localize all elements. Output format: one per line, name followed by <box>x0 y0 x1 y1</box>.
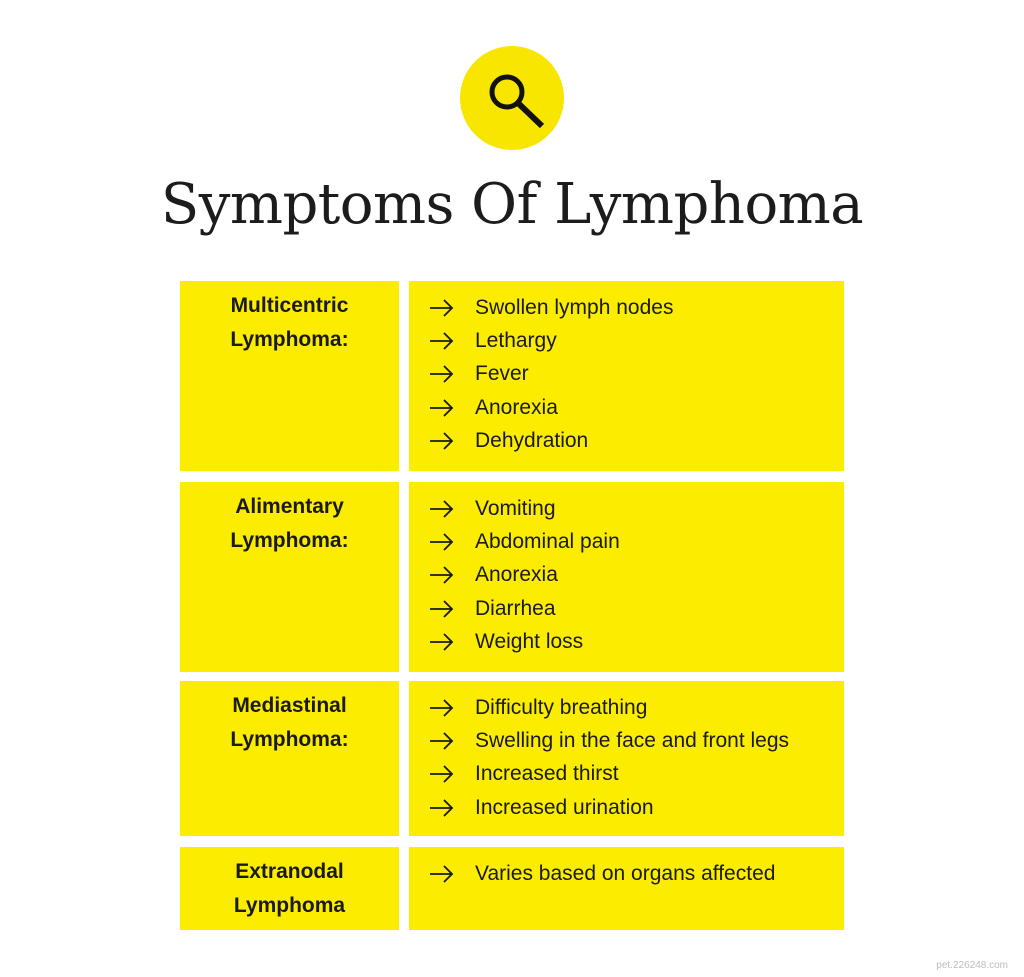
table-row-alimentary <box>180 482 844 672</box>
table-row-mediastinal <box>180 681 844 836</box>
lymphoma-type-line1: Alimentary <box>235 495 344 518</box>
symptoms-cell <box>409 681 844 836</box>
symptom-text: Difficulty breathing <box>475 695 648 719</box>
arrow-right-icon <box>429 599 455 619</box>
symptom-text: Swollen lymph nodes <box>475 295 674 319</box>
lymphoma-type-line2: Lymphoma <box>233 894 346 917</box>
page-title: Symptoms Of Lymphoma <box>160 172 864 237</box>
symptom-text: Weight loss <box>475 630 584 654</box>
symptom-text: Diarrhea <box>475 596 556 620</box>
arrow-right-icon <box>429 331 455 351</box>
table-row-extranodal <box>180 847 844 930</box>
list-item <box>409 559 844 592</box>
symptoms-cell <box>409 847 844 930</box>
arrow-right-icon <box>429 431 455 451</box>
arrow-right-icon <box>429 565 455 585</box>
table-row-multicentric <box>180 281 844 471</box>
arrow-right-icon <box>429 398 455 418</box>
list-item <box>409 425 844 458</box>
symptom-text: Dehydration <box>475 429 589 453</box>
list-item <box>409 791 844 824</box>
lymphoma-type-line1: Mediastinal <box>232 694 347 717</box>
symptom-text: Increased urination <box>475 795 654 819</box>
lymphoma-type-cell <box>180 847 399 930</box>
arrow-right-icon <box>429 298 455 318</box>
lymphoma-type-line1: Extranodal <box>235 860 344 883</box>
list-item <box>409 724 844 757</box>
arrow-right-icon <box>429 532 455 552</box>
lymphoma-type-label <box>180 681 399 757</box>
symptom-text: Fever <box>475 362 529 386</box>
lymphoma-type-cell <box>180 482 399 672</box>
search-badge <box>460 46 564 150</box>
symptom-text: Swelling in the face and front legs <box>475 729 790 753</box>
list-item <box>409 592 844 625</box>
lymphoma-type-line2: Lymphoma: <box>230 328 349 351</box>
symptom-text: Varies based on organs affected <box>475 861 776 885</box>
lymphoma-type-cell <box>180 681 399 836</box>
list-item <box>409 358 844 391</box>
symptoms-cell <box>409 281 844 471</box>
arrow-right-icon <box>429 499 455 519</box>
list-item <box>409 758 844 791</box>
list-item <box>409 391 844 424</box>
lymphoma-type-label <box>180 281 399 357</box>
search-icon <box>460 46 564 150</box>
symptoms-cell <box>409 482 844 672</box>
arrow-right-icon <box>429 864 455 884</box>
lymphoma-type-line2: Lymphoma: <box>230 728 349 751</box>
symptom-text: Anorexia <box>475 563 558 587</box>
list-item <box>409 291 844 324</box>
arrow-right-icon <box>429 798 455 818</box>
list-item <box>409 492 844 525</box>
arrow-right-icon <box>429 364 455 384</box>
lymphoma-type-label <box>180 847 399 923</box>
list-item <box>409 626 844 659</box>
symptom-text: Increased thirst <box>475 762 619 786</box>
lymphoma-type-line1: Multicentric <box>230 294 349 317</box>
arrow-right-icon <box>429 731 455 751</box>
list-item <box>409 857 844 890</box>
arrow-right-icon <box>429 764 455 784</box>
watermark: pet.226248.com <box>936 960 1008 971</box>
symptom-text: Lethargy <box>475 329 557 353</box>
list-item <box>409 691 844 724</box>
arrow-right-icon <box>429 698 455 718</box>
symptom-text: Vomiting <box>475 496 556 520</box>
lymphoma-type-cell <box>180 281 399 471</box>
list-item <box>409 525 844 558</box>
list-item <box>409 324 844 357</box>
symptom-text: Abdominal pain <box>475 530 620 554</box>
lymphoma-type-label <box>180 482 399 558</box>
symptom-text: Anorexia <box>475 395 558 419</box>
lymphoma-type-line2: Lymphoma: <box>230 529 349 552</box>
arrow-right-icon <box>429 632 455 652</box>
